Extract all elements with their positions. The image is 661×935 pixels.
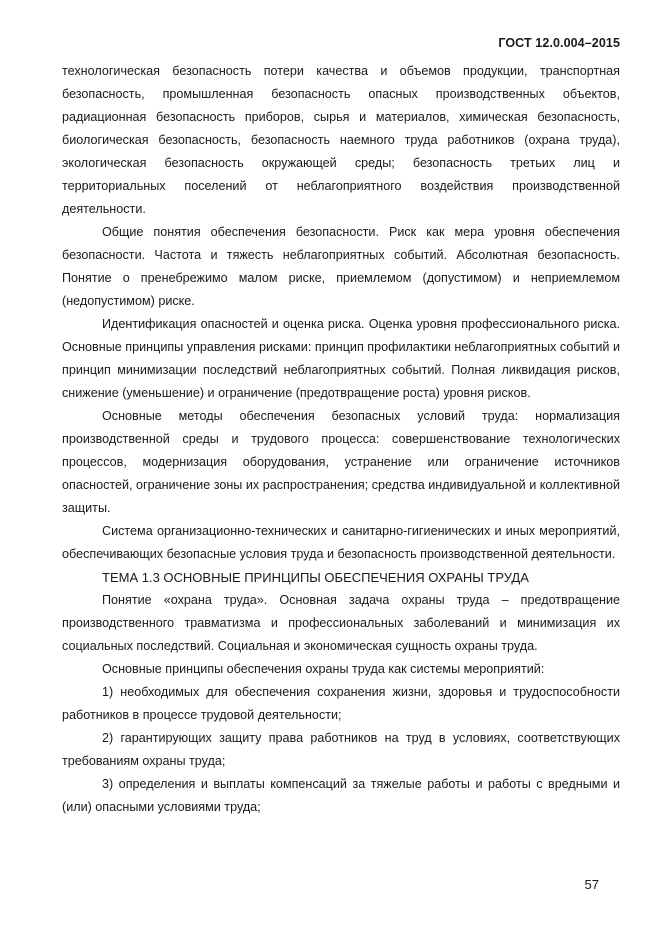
section-heading: ТЕМА 1.3 ОСНОВНЫЕ ПРИНЦИПЫ ОБЕСПЕЧЕНИЯ ОХРАНЫ ТРУДА (102, 570, 529, 585)
paragraph-principles-intro: Основные принципы обеспечения охраны труда как системы мероприятий: (102, 662, 545, 676)
paragraph-safety-methods: Основные методы обеспечения безопасных условий труда: нормализация производственной среды и трудового процесса: совершенствование технологических процессов, модернизация оборудования, устранение или ограничение источников опасностей, ограничение зоны их распространения; средства индивидуальной и коллективной защиты. (62, 409, 620, 515)
paragraph-labor-protection-concept: Понятие «охрана труда». Основная задача охраны труда – предотвращение производственного травматизма и профессиональных заболеваний и минимизация их социальных последствий. Социальная и экономическая сущность охраны труда. (62, 593, 620, 653)
paragraph-security-types: технологическая безопасность потери качества и объемов продукции, транспортная безопасность, промышленная безопасность опасных производственных объектов, радиационная безопасность приборов, сырья и материалов, химическая безопасность, биологическая безопасность, безопасность наемного труда работников (охрана труда), экологическая безопасность окружающей среды; безопасность третьих лиц и территориальных поселений от неблагоприятного воздействия производственной деятельности. (62, 64, 620, 216)
paragraph-risk-identification: Идентификация опасностей и оценка риска. Оценка уровня профессионального риска. Основные принципы управления рисками: принцип профилактики неблагоприятных событий и принцип минимизации последствий неблагоприятных событий. Полная ликвидация рисков, снижение (уменьшение) и ограничение (предотвращение роста) уровня рисков. (62, 317, 620, 400)
standard-header: ГОСТ 12.0.004–2015 (498, 36, 620, 50)
list-item-3: 3) определения и выплаты компенсаций за тяжелые работы и работы с вредными и (или) опасными условиями труда; (62, 777, 620, 814)
paragraph-measures-system: Система организационно-технических и санитарно-гигиенических и иных мероприятий, обеспечивающих безопасные условия труда и безопасность производственной деятельности. (62, 524, 620, 561)
paragraph-general-concepts: Общие понятия обеспечения безопасности. Риск как мера уровня обеспечения безопасности. Частота и тяжесть неблагоприятных событий. Абсолютная безопасность. Понятие о пренебрежимо малом риске, приемлемом (допустимом) и неприемлемом (недопустимом) риске. (62, 225, 620, 308)
page-body (62, 60, 620, 819)
list-item-1: 1) необходимых для обеспечения сохранения жизни, здоровья и трудоспособности работников в процессе трудовой деятельности; (62, 685, 620, 722)
page-number: 57 (584, 877, 599, 892)
list-item-2: 2) гарантирующих защиту права работников на труд в условиях, соответствующих требованиям охраны труда; (62, 731, 620, 768)
